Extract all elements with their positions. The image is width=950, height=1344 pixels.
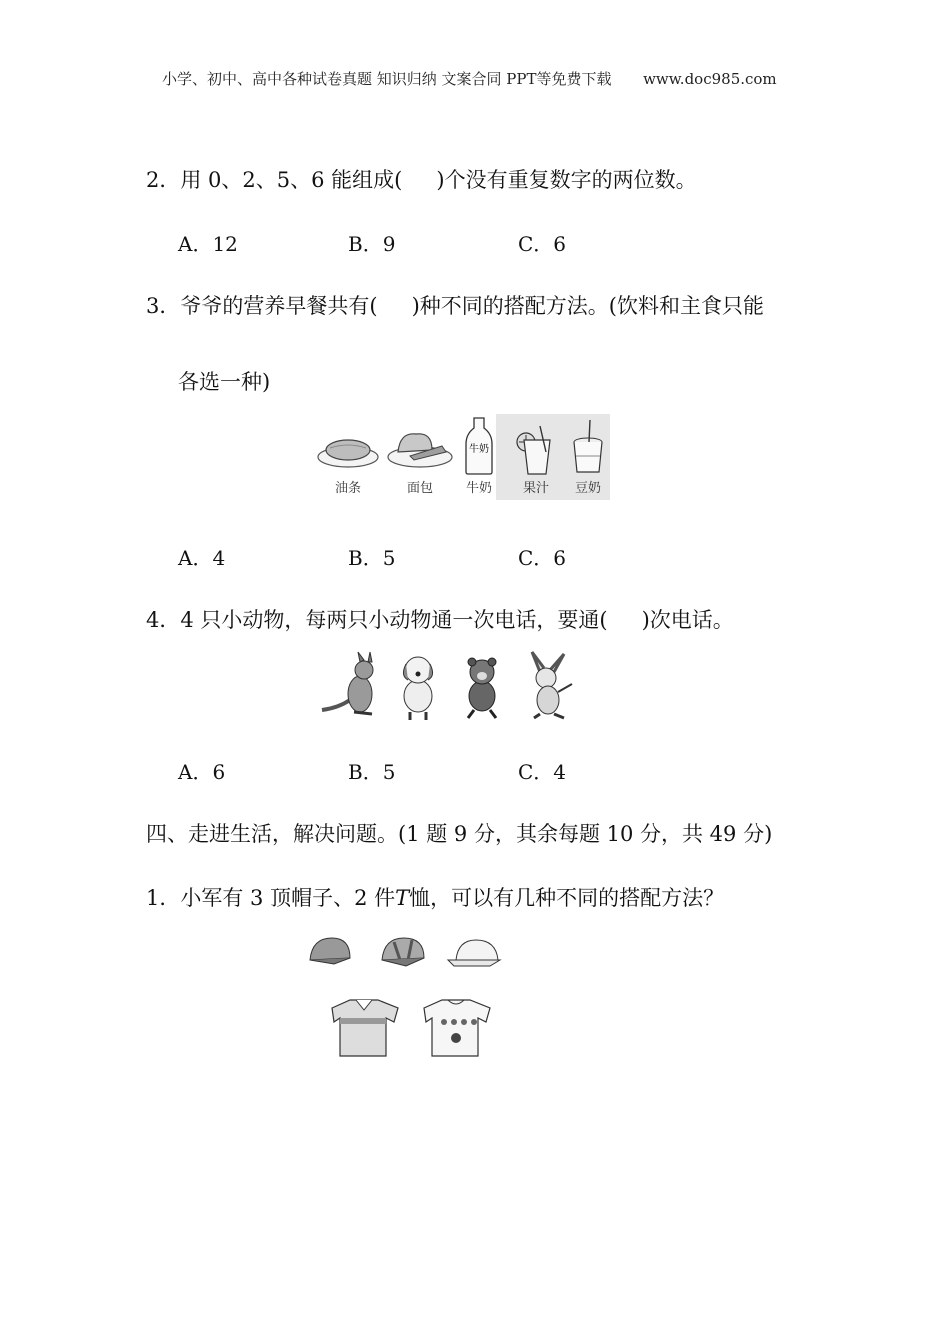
option-a[interactable]: A．4 (178, 546, 226, 570)
food-label-juice: 果汁 (522, 481, 550, 496)
question-text-end: 恤，可以有几种不同的搭配方法？ (409, 886, 725, 910)
question-number: 4． (146, 608, 181, 632)
tshirts-illustration (328, 996, 498, 1060)
bread-icon (388, 434, 452, 467)
question-text-end: )种不同的搭配方法。(饮料和主食只能 (411, 294, 764, 318)
option-b[interactable]: B．5 (348, 546, 396, 570)
question-text-start: 用 0、2、5、6 能组成( (180, 168, 403, 192)
question-2 (146, 164, 697, 194)
breakfast-illustration (314, 412, 610, 502)
question-text-start: 4 只小动物，每两只小动物通一次电话，要通( (180, 608, 608, 632)
question-number: 1． (146, 886, 181, 910)
option-a[interactable]: A．6 (178, 760, 226, 784)
food-label-milk: 牛奶 (465, 481, 493, 496)
option-c[interactable]: C．6 (518, 546, 567, 570)
question-text-end: )次电话。 (641, 608, 734, 632)
question-3 (146, 290, 764, 320)
food-label-youtiao: 油条 (334, 481, 362, 496)
variable-t: T (395, 886, 410, 910)
question-number: 3． (146, 294, 181, 318)
problem-1 (146, 882, 724, 912)
question-number: 2． (146, 168, 181, 192)
question-4 (146, 604, 734, 634)
tshirt-icon (424, 1000, 490, 1056)
rabbit-icon (532, 652, 572, 718)
food-label-soymilk: 豆奶 (574, 481, 602, 496)
cap-2-icon (382, 938, 424, 966)
kangaroo-icon (322, 652, 373, 714)
polo-shirt-icon (332, 1000, 398, 1056)
milk-bottle-icon (466, 418, 492, 474)
question-text-end: )个没有重复数字的两位数。 (436, 168, 697, 192)
option-c[interactable]: C．6 (518, 232, 567, 256)
youtiao-icon (318, 440, 378, 467)
milk-bottle-label: 牛奶 (469, 444, 489, 455)
dog-icon (403, 657, 432, 720)
option-a[interactable]: A．12 (178, 232, 238, 256)
page-header (162, 68, 777, 89)
question-text-start: 爷爷的营养早餐共有( (180, 294, 378, 318)
option-b[interactable]: B．9 (348, 232, 396, 256)
cap-1-icon (310, 938, 350, 964)
option-c[interactable]: C．4 (518, 760, 567, 784)
header-text: 小学、初中、高中各种试卷真题 知识归纳 文案合同 PPT等免费下载 (162, 70, 612, 88)
question-text-start: 小军有 3 顶帽子、2 件 (180, 886, 396, 910)
caps-illustration (304, 930, 504, 974)
header-url: www.doc985.com (643, 70, 777, 88)
option-b[interactable]: B．5 (348, 760, 396, 784)
bear-icon (468, 658, 496, 718)
food-label-bread: 面包 (406, 481, 434, 496)
animals-illustration (318, 650, 588, 722)
question-3-line-2: 各选一种) (178, 370, 271, 394)
section-title: 四、走进生活，解决问题。(1 题 9 分，其余每题 10 分，共 49 分) (146, 822, 773, 846)
cap-3-icon (448, 940, 500, 966)
